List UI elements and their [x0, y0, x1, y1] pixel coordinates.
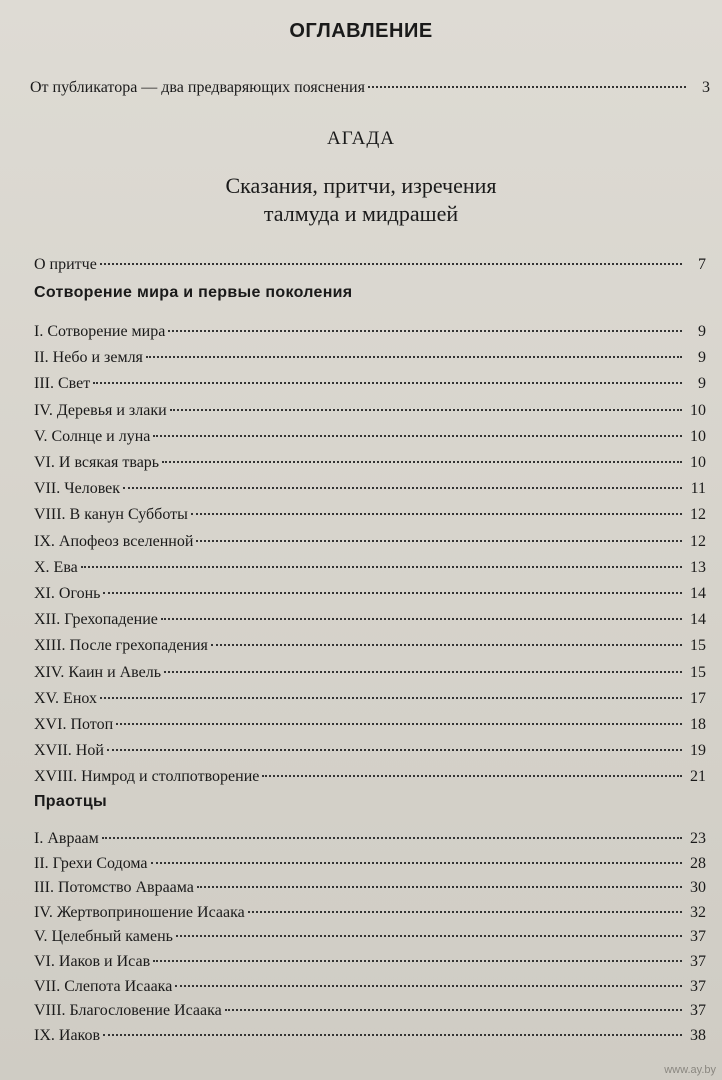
toc-entry: [34, 322, 706, 342]
toc-entry: [34, 878, 706, 898]
toc-entry-label: III. Потомство Авраама: [34, 879, 194, 897]
toc-page-number: 7: [698, 256, 706, 273]
toc-page-number: 13: [690, 558, 706, 576]
toc-entry-label: VII. Слепота Исаака: [34, 977, 173, 995]
toc-page-number: 23: [690, 830, 706, 847]
toc-entry-label: X. Ева: [34, 558, 78, 576]
toc-entry-label: IV. Жертвоприношение Исаака: [34, 903, 245, 921]
toc-entry: [34, 558, 706, 578]
toc-entry-label: XVIII. Нимрод и столпотворение: [34, 768, 260, 786]
toc-entry: [34, 741, 706, 761]
dot-leader: [107, 749, 682, 751]
toc-page-number: 19: [690, 742, 706, 760]
toc-entry: [34, 767, 706, 787]
toc-page-number: 14: [690, 611, 706, 629]
toc-entry: [34, 829, 706, 849]
toc-page-number: 37: [690, 1002, 706, 1020]
toc-entry-label: От публикатора — два предваряющих пояснения: [30, 79, 365, 96]
section-title-creation: Сотворение мира и первые поколения: [34, 284, 353, 301]
toc-entry-label: XVII. Ной: [34, 742, 104, 760]
dot-leader: [81, 566, 682, 568]
dot-leader: [368, 86, 686, 88]
dot-leader: [176, 935, 682, 937]
toc-entry-intro: [30, 78, 710, 98]
toc-entry: [34, 505, 706, 525]
toc-entry-label: II. Грехи Содома: [34, 854, 148, 872]
dot-leader: [102, 837, 682, 839]
dot-leader: [123, 487, 682, 489]
dot-leader: [153, 960, 682, 962]
dot-leader: [248, 911, 682, 913]
toc-entry-label: О притче: [34, 256, 97, 273]
toc-entry-label: V. Целебный камень: [34, 928, 173, 946]
watermark: www.ay.by: [664, 1064, 716, 1076]
toc-page-number: 10: [690, 401, 706, 419]
dot-leader: [93, 382, 682, 384]
dot-leader: [225, 1009, 682, 1011]
toc-page-number: 10: [690, 427, 706, 445]
toc-page-number: 15: [690, 663, 706, 681]
toc-entry-label: II. Небо и земля: [34, 349, 143, 367]
toc-page-number: 9: [698, 375, 706, 393]
toc-page-number: 37: [690, 977, 706, 995]
dot-leader: [116, 723, 682, 725]
dot-leader: [103, 592, 682, 594]
toc-entry: [34, 427, 706, 447]
toc-entry-label: XV. Енох: [34, 689, 97, 707]
dot-leader: [100, 697, 682, 699]
toc-entry: [34, 663, 706, 683]
dot-leader: [164, 671, 682, 673]
toc-page-number: 9: [698, 349, 706, 367]
toc-entry: [34, 689, 706, 709]
toc-entry: [34, 952, 706, 972]
toc-entry-label: I. Авраам: [34, 830, 99, 847]
toc-entry: [34, 348, 706, 368]
toc-page-number: 30: [690, 879, 706, 897]
toc-entry-label: VIII. Благословение Исаака: [34, 1002, 222, 1020]
dot-leader: [153, 435, 682, 437]
toc-page-number: 32: [690, 903, 706, 921]
toc-page-number: 11: [690, 480, 706, 498]
toc-page-number: 15: [690, 637, 706, 655]
dot-leader: [196, 540, 682, 542]
toc-page-number: 3: [702, 79, 710, 96]
toc-entry-label: XVI. Потоп: [34, 716, 114, 733]
toc-entry: [34, 903, 706, 923]
toc-page-number: 37: [690, 928, 706, 946]
toc-page-number: 21: [690, 768, 706, 786]
toc-page-number: 38: [690, 1026, 706, 1044]
toc-entry-label: VI. И всякая тварь: [34, 454, 160, 471]
toc-entry-parable: [34, 255, 706, 275]
toc-entry-label: VIII. В канун Субботы: [34, 506, 188, 524]
dot-leader: [211, 644, 682, 646]
dot-leader: [162, 461, 682, 463]
toc-entry-label: VII. Человек: [34, 480, 121, 498]
dot-leader: [191, 513, 682, 515]
toc-entry: [34, 401, 706, 421]
toc-page-number: 12: [690, 532, 706, 550]
part-subtitle-line-2: талмуда и мидрашей: [263, 201, 459, 226]
toc-entry: [34, 610, 706, 630]
dot-leader: [146, 356, 682, 358]
toc-entry-label: V. Солнце и луна: [34, 427, 151, 445]
page-heading: ОГЛАВЛЕНИЕ: [289, 20, 433, 42]
toc-entry: [34, 854, 706, 874]
dot-leader: [151, 862, 682, 864]
toc-page-number: 18: [690, 716, 706, 733]
toc-entry-label: I. Сотворение мира: [34, 323, 166, 340]
toc-page-number: 17: [690, 689, 706, 707]
dot-leader: [175, 985, 682, 987]
dot-leader: [103, 1034, 682, 1036]
dot-leader: [100, 263, 682, 265]
toc-entry-label: IX. Иаков: [34, 1026, 101, 1044]
toc-page-number: 10: [690, 454, 706, 471]
toc-entry: [34, 977, 706, 997]
toc-page-number: 9: [698, 323, 706, 340]
toc-entry: [34, 715, 706, 735]
toc-entry-label: IV. Деревья и злаки: [34, 401, 167, 419]
section-title-patriarchs: Праотцы: [34, 793, 107, 810]
toc-entry: [34, 927, 706, 947]
toc-entry-label: XI. Огонь: [34, 585, 101, 602]
toc-page-number: 12: [690, 506, 706, 524]
toc-entry: [34, 374, 706, 394]
toc-entry: [34, 479, 706, 499]
toc-page-number: 14: [690, 585, 706, 602]
toc-entry-label: XII. Грехопадение: [34, 611, 158, 629]
toc-page-number: 28: [690, 854, 706, 872]
part-subtitle-line-1: Сказания, притчи, изречения: [225, 173, 497, 198]
toc-page-number: 37: [690, 953, 706, 970]
toc-entry-label: VI. Иаков и Исав: [34, 953, 151, 970]
dot-leader: [262, 775, 682, 777]
dot-leader: [168, 330, 682, 332]
toc-entry: [34, 453, 706, 473]
toc-entry: [34, 636, 706, 656]
toc-entry-label: XIV. Каин и Авель: [34, 663, 162, 681]
dot-leader: [161, 618, 682, 620]
dot-leader: [197, 886, 682, 888]
toc-entry: [34, 1026, 706, 1046]
part-title: АГАДА: [326, 128, 396, 149]
toc-entry: [34, 584, 706, 604]
toc-entry-label: III. Свет: [34, 375, 91, 393]
toc-entry-label: XIII. После грехопадения: [34, 637, 208, 655]
toc-entry: [34, 1001, 706, 1021]
toc-entry: [34, 532, 706, 552]
toc-entry-label: IX. Апофеоз вселенной: [34, 532, 194, 550]
dot-leader: [170, 409, 682, 411]
